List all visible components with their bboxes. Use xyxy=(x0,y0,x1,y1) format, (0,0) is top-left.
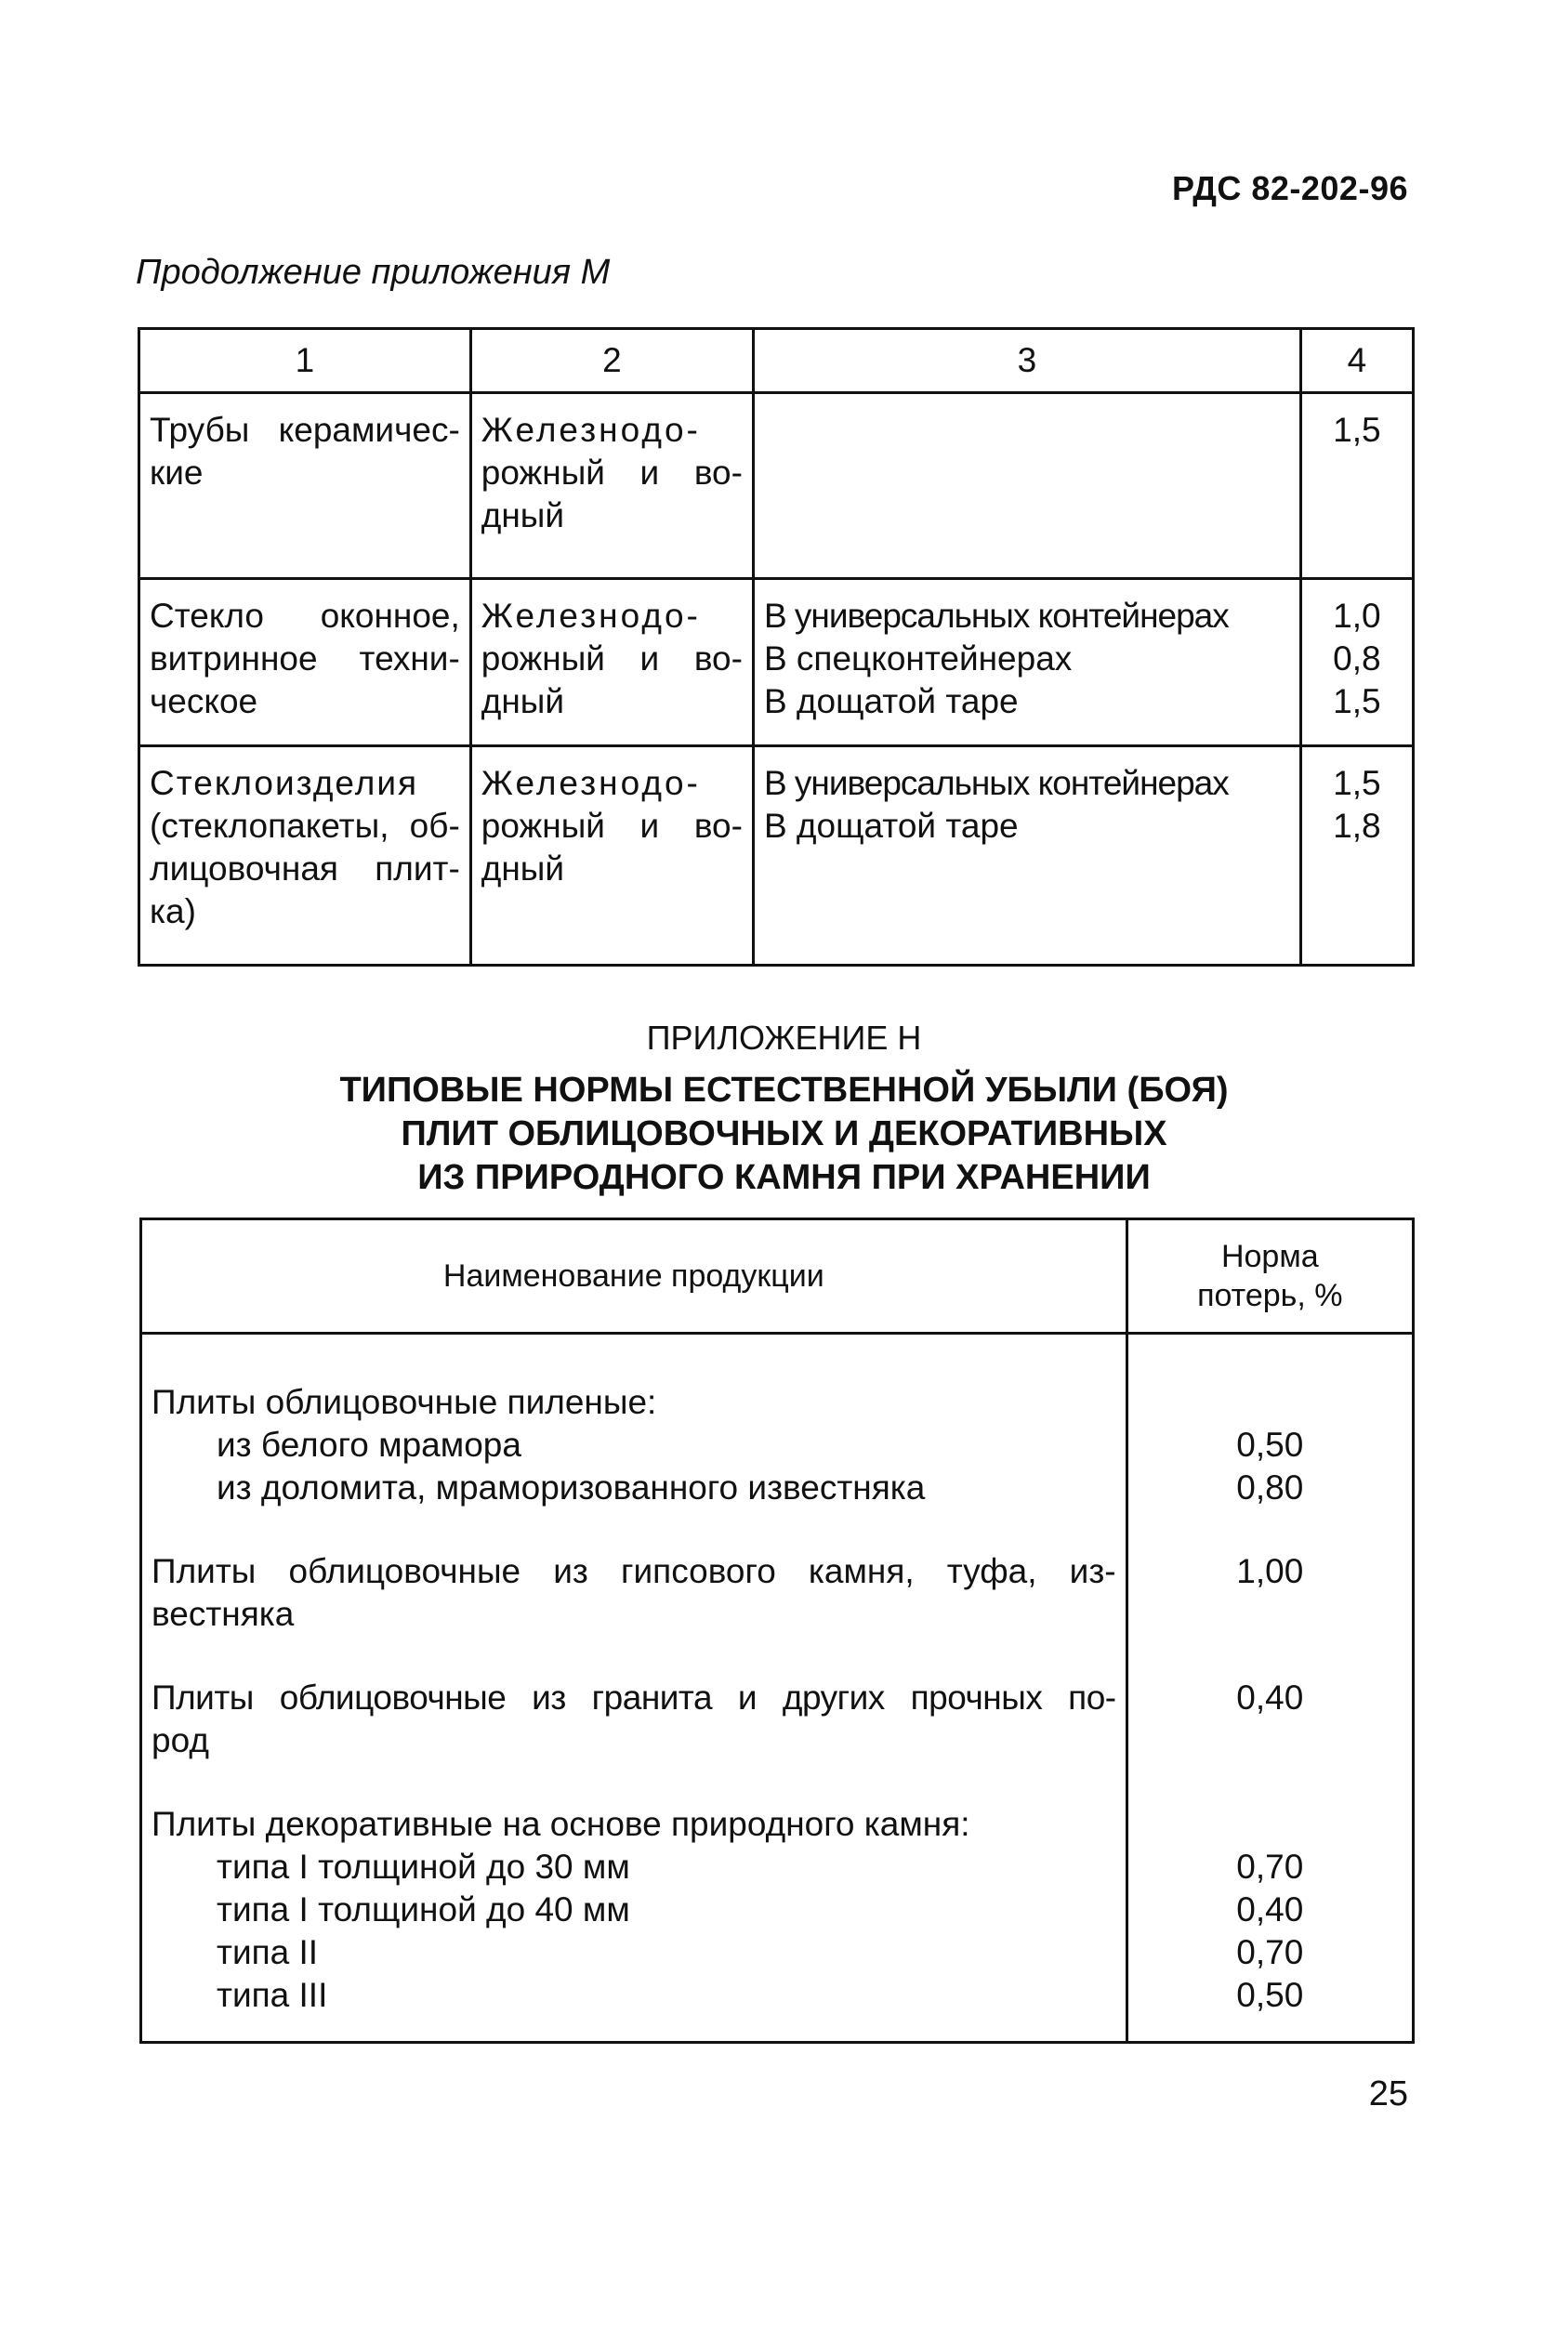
product-group xyxy=(152,1677,1116,1762)
material-cell xyxy=(139,393,471,579)
packaging-line: В универсальных контейнерах xyxy=(763,597,1229,635)
appendix-title-line: ПЛИТ ОБЛИЦОВОЧНЫХ И ДЕКОРАТИВНЫХ xyxy=(401,1114,1167,1153)
loss-norms-table xyxy=(139,1218,1415,2044)
appendix-label: ПРИЛОЖЕНИЕ Н xyxy=(646,1019,922,1057)
transport-line: Железнодо- xyxy=(481,597,701,635)
norm-value: 1,8 xyxy=(1333,807,1381,845)
product-line: типа II xyxy=(217,1933,319,1971)
norm-value: 1,5 xyxy=(1333,411,1381,449)
product-line: вестняка xyxy=(152,1595,295,1633)
norm-value: 1,0 xyxy=(1333,597,1381,635)
table-row xyxy=(139,746,1414,966)
packaging-line: В дощатой таре xyxy=(763,807,1019,845)
transport-line: дный xyxy=(481,496,565,534)
material-line: ческое xyxy=(150,682,258,720)
product-line: типа I толщиной до 40 мм xyxy=(217,1890,630,1929)
loss-norm-header-line: Норма xyxy=(1220,1239,1319,1274)
transport-line: рожный и во- xyxy=(481,454,743,492)
table-header-row xyxy=(141,1219,1414,1334)
column-number-3: 3 xyxy=(753,329,1300,393)
norm-cell xyxy=(1300,393,1413,579)
material-line: Стекло оконное, xyxy=(150,597,460,635)
loss-norm-header xyxy=(1127,1219,1413,1334)
transport-cell xyxy=(470,746,753,966)
product-names-cell xyxy=(141,1334,1127,2043)
loss-value: 0,70 xyxy=(1236,1933,1304,1971)
packaging-cell xyxy=(753,579,1300,746)
material-line: лицовочная плит- xyxy=(150,849,460,888)
value-spacer xyxy=(1138,1719,1403,1762)
norm-value: 1,5 xyxy=(1333,682,1381,720)
product-line: типа I толщиной до 30 мм xyxy=(217,1848,630,1886)
transport-line: рожный и во- xyxy=(481,807,743,845)
norm-value: 0,8 xyxy=(1333,639,1381,678)
product-line: Плиты облицовочные из гранита и других прочных по- xyxy=(152,1678,1116,1717)
product-name-header: Наименование продукции xyxy=(141,1219,1127,1334)
packaging-line: В спецконтейнерах xyxy=(763,639,1073,678)
transport-cell xyxy=(470,579,753,746)
material-line: Стеклоизделия xyxy=(150,764,419,802)
loss-value: 1,00 xyxy=(1236,1552,1304,1590)
column-number-2: 2 xyxy=(470,329,753,393)
product-line: типа III xyxy=(217,1976,328,2014)
loss-value: 0,80 xyxy=(1236,1468,1304,1507)
product-line: из доломита, мраморизованного известняка xyxy=(217,1468,926,1507)
transport-line: дный xyxy=(481,682,565,720)
packaging-line: В универсальных контейнерах xyxy=(763,764,1229,802)
appendix-title-line: ТИПОВЫЕ НОРМЫ ЕСТЕСТВЕННОЙ УБЫЛИ (БОЯ) xyxy=(339,1071,1229,1110)
norm-cell xyxy=(1300,746,1413,966)
loss-value: 0,40 xyxy=(1236,1678,1304,1717)
appendix-title-line: ИЗ ПРИРОДНОГО КАМНЯ ПРИ ХРАНЕНИИ xyxy=(417,1158,1151,1197)
table-body-row xyxy=(141,1334,1414,2043)
value-spacer xyxy=(1138,1803,1403,1846)
loss-value: 0,50 xyxy=(1236,1976,1304,2014)
document-code: РДС 82-202-96 xyxy=(1171,169,1408,207)
material-line: Трубы керамичес- xyxy=(150,411,460,449)
product-line: Плиты облицовочные из гипсового камня, туфа, из- xyxy=(152,1552,1116,1590)
product-group xyxy=(152,1803,1116,2017)
material-cell xyxy=(139,579,471,746)
value-group xyxy=(1138,1803,1403,2017)
appendix-m-table xyxy=(138,327,1415,967)
norm-cell xyxy=(1300,579,1413,746)
product-line: род xyxy=(152,1721,209,1759)
continuation-caption: Продолжение приложения М xyxy=(136,253,611,292)
transport-line: Железнодо- xyxy=(481,411,701,449)
norm-value: 1,5 xyxy=(1333,764,1381,802)
loss-value: 0,40 xyxy=(1236,1890,1304,1929)
product-line: Плиты облицовочные пиленые: xyxy=(152,1383,657,1421)
material-line: ка) xyxy=(150,892,196,930)
product-group xyxy=(152,1550,1116,1636)
loss-value: 0,70 xyxy=(1236,1848,1304,1886)
value-group xyxy=(1138,1677,1403,1762)
table-header-row xyxy=(139,329,1414,393)
table-row xyxy=(139,579,1414,746)
packaging-cell xyxy=(753,746,1300,966)
loss-norm-header-line: потерь, % xyxy=(1197,1278,1343,1313)
table-row xyxy=(139,393,1414,579)
value-group xyxy=(1138,1381,1403,1509)
transport-line: Железнодо- xyxy=(481,764,701,802)
value-spacer xyxy=(1138,1381,1403,1424)
value-spacer xyxy=(1138,1593,1403,1636)
transport-line: рожный и во- xyxy=(481,639,743,678)
packaging-line: В дощатой таре xyxy=(763,682,1019,720)
value-group xyxy=(1138,1550,1403,1636)
material-cell xyxy=(139,746,471,966)
loss-value: 0,50 xyxy=(1236,1426,1304,1464)
product-line: из белого мрамора xyxy=(217,1426,521,1464)
product-line: Плиты декоративные на основе природного камня: xyxy=(152,1805,970,1843)
packaging-cell xyxy=(753,393,1300,579)
material-line: (стеклопакеты, об- xyxy=(150,807,460,845)
loss-values-cell xyxy=(1127,1334,1413,2043)
material-line: кие xyxy=(150,454,204,492)
page-number: 25 xyxy=(1368,2074,1408,2113)
column-number-1: 1 xyxy=(139,329,471,393)
material-line: витринное техни- xyxy=(150,639,460,678)
product-group xyxy=(152,1381,1116,1509)
transport-line: дный xyxy=(481,849,565,888)
appendix-title xyxy=(0,1069,1568,1200)
column-number-4: 4 xyxy=(1300,329,1413,393)
transport-cell xyxy=(470,393,753,579)
